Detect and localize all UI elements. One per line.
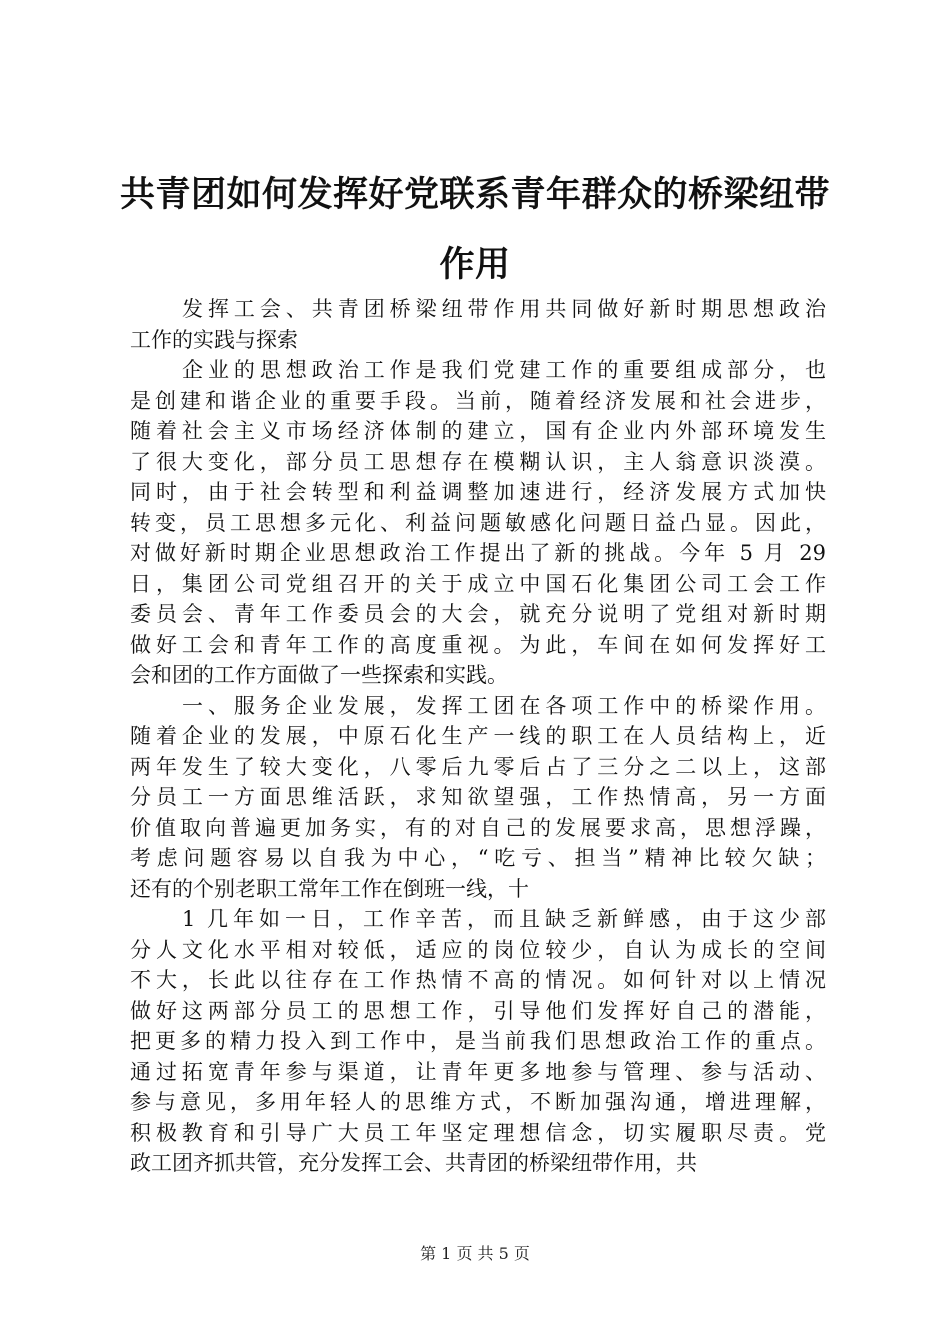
- paragraph-line: 一、服务企业发展，发挥工团在各项工作中的桥梁作用。: [182, 693, 826, 718]
- paragraph-line: 还有的个别老职工常年工作在倒班一线，十: [130, 876, 529, 901]
- paragraph-line: 分员工一方面思维活跃，求知欲望强，工作热情高，另一方面: [130, 785, 826, 809]
- paragraph-line: 发挥工会、共青团桥梁纽带作用共同做好新时期思想政治: [182, 297, 826, 321]
- paragraph-line: 积极教育和引导广大员工年坚定理想信念，切实履职尽责。党: [130, 1120, 826, 1145]
- paragraph-line: 政工团齐抓共管，充分发挥工会、共青团的桥梁纽带作用，共: [130, 1151, 697, 1175]
- paragraph-line: 同时，由于社会转型和利益调整加速进行，经济发展方式加快: [130, 480, 826, 504]
- paragraph-line: 委员会、青年工作委员会的大会，就充分说明了党组对新时期: [130, 602, 826, 626]
- paragraph-line: 做好这两部分员工的思想工作，引导他们发挥好自己的潜能，: [130, 998, 826, 1023]
- page-footer: 第 1 页 共 5 页: [420, 1244, 530, 1263]
- title-line-2: 作用: [439, 245, 511, 285]
- paragraph-line: 对做好新时期企业思想政治工作提出了新的挑战。今年 5 月 29: [130, 541, 826, 565]
- paragraph-line: 做好工会和青年工作的高度重视。为此，车间在如何发挥好工: [130, 632, 826, 657]
- paragraph-line: 工作的实践与探索: [130, 327, 298, 352]
- paragraph-line: 考虑问题容易以自我为中心，“吃亏、担当”精神比较欠缺；: [130, 846, 826, 870]
- paragraph-line: 是创建和谐企业的重要手段。当前，随着经济发展和社会进步，: [130, 388, 826, 413]
- paragraph-line: 了很大变化，部分员工思想存在模糊认识，主人翁意识淡漠。: [130, 449, 826, 474]
- paragraph-line: 通过拓宽青年参与渠道，让青年更多地参与管理、参与活动、: [130, 1059, 826, 1084]
- paragraph-line: 不大，长此以往存在工作热情不高的情况。如何针对以上情况: [130, 968, 826, 992]
- document-title: [100, 160, 850, 300]
- paragraph-line: 参与意见，多用年轻人的思维方式，不断加强沟通，增进理解，: [130, 1090, 826, 1114]
- body-paragraph: [130, 904, 826, 1179]
- paragraph-line: 转变，员工思想多元化、利益问题敏感化问题日益凸显。因此，: [130, 510, 826, 535]
- paragraph-line: 会和团的工作方面做了一些探索和实践。: [130, 663, 508, 687]
- document-body: [130, 294, 826, 1179]
- paragraph-line: 企业的思想政治工作是我们党建工作的重要组成部分，也: [182, 358, 826, 382]
- paragraph-line: 价值取向普遍更加务实，有的对自己的发展要求高，思想浮躁，: [130, 815, 826, 840]
- paragraph-line: 1 几年如一日，工作辛苦，而且缺乏新鲜感，由于这少部: [182, 907, 826, 931]
- paragraph-line: 分人文化水平相对较低，适应的岗位较少，自认为成长的空间: [130, 937, 826, 962]
- paragraph-line: 把更多的精力投入到工作中，是当前我们思想政治工作的重点。: [130, 1029, 826, 1053]
- body-paragraph: [130, 355, 826, 691]
- paragraph-line: 日，集团公司党组召开的关于成立中国石化集团公司工会工作: [130, 571, 826, 596]
- body-paragraph: [130, 294, 826, 355]
- body-paragraph: [130, 691, 826, 905]
- paragraph-line: 随着企业的发展，中原石化生产一线的职工在人员结构上，近: [130, 724, 826, 748]
- paragraph-line: 两年发生了较大变化，八零后九零后占了三分之二以上，这部: [130, 754, 826, 779]
- paragraph-line: 随着社会主义市场经济体制的建立，国有企业内外部环境发生: [130, 419, 826, 443]
- title-line-1: 共青团如何发挥好党联系青年群众的桥梁纽带: [119, 175, 830, 215]
